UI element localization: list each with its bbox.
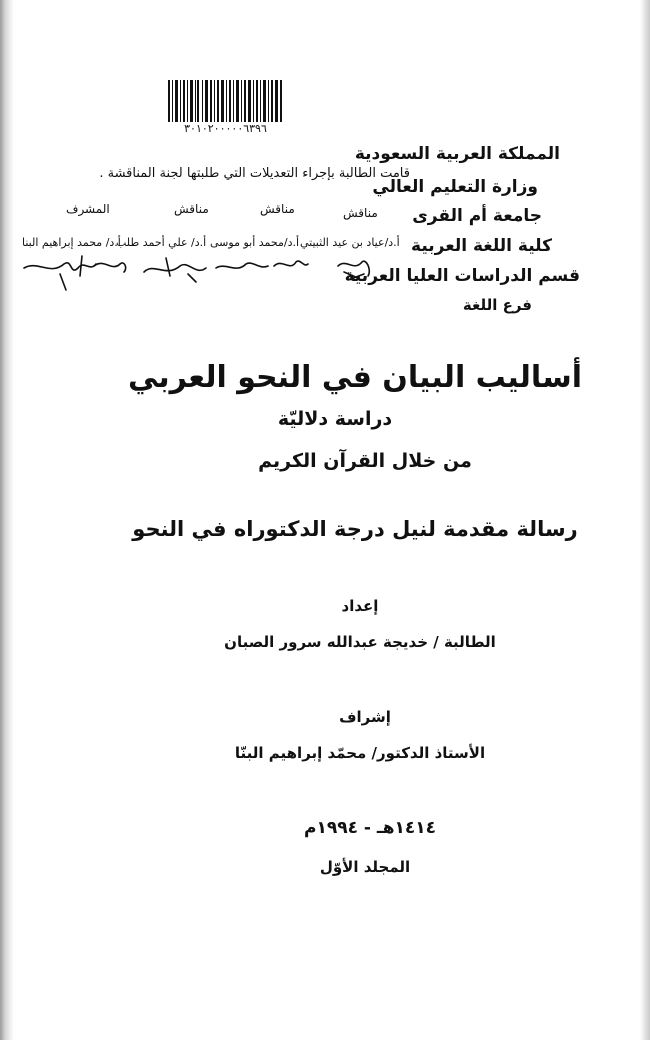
committee-name-3: أ.د/محمد أبو موسى — [210, 236, 300, 249]
role-examiner-2: مناقش — [260, 202, 295, 216]
committee-note: قامت الطالبة بإجراء التعديلات التي طلبتها لجنة المناقشة . — [99, 166, 410, 181]
committee-name-1: أ.د/ محمد إبراهيم البنا — [22, 236, 121, 249]
country-name: المملكة العربية السعودية — [354, 144, 560, 164]
department-name: قسم الدراسات العليا العربية — [344, 266, 580, 286]
barcode-number: ٣٠١٠٢٠٠٠٠٠٦٣٩٦ — [184, 122, 267, 135]
student-name: الطالبة / خديجة عبدالله سرور الصبان — [224, 633, 496, 651]
college-name: كلية اللغة العربية — [411, 236, 552, 256]
ministry-name: وزارة التعليم العالي — [372, 177, 538, 197]
committee-name-4: أ.د/عياد بن عيد الثبيتي — [300, 236, 400, 249]
role-examiner-1: مناقش — [174, 202, 209, 216]
degree-statement: رسالة مقدمة لنيل درجة الدكتوراه في النحو — [132, 517, 578, 541]
volume-label: المجلد الأوّل — [319, 858, 411, 876]
date-line: ١٤١٤هـ - ١٩٩٤م — [304, 818, 436, 838]
thesis-subtitle: دراسة دلاليّة — [277, 408, 393, 430]
supervisor-name: الأستاذ الدكتور/ محمّد إبراهيم البنّا — [234, 744, 486, 762]
role-supervisor: المشرف — [66, 202, 110, 216]
committee-signatures — [20, 246, 390, 296]
branch-name: فرع اللغة — [462, 296, 532, 314]
thesis-title: أساليب البيان في النحو العربي — [128, 360, 582, 395]
preparation-label: إعداد — [341, 597, 379, 615]
university-name: جامعة أم القرى — [412, 206, 542, 226]
supervision-label: إشراف — [339, 708, 391, 726]
barcode-image — [168, 80, 283, 122]
role-examiner-3: مناقش — [343, 206, 378, 220]
committee-name-2: أ.د/ علي أحمد طلب — [116, 236, 207, 249]
thesis-subtitle-2: من خلال القرآن الكريم — [258, 450, 472, 472]
